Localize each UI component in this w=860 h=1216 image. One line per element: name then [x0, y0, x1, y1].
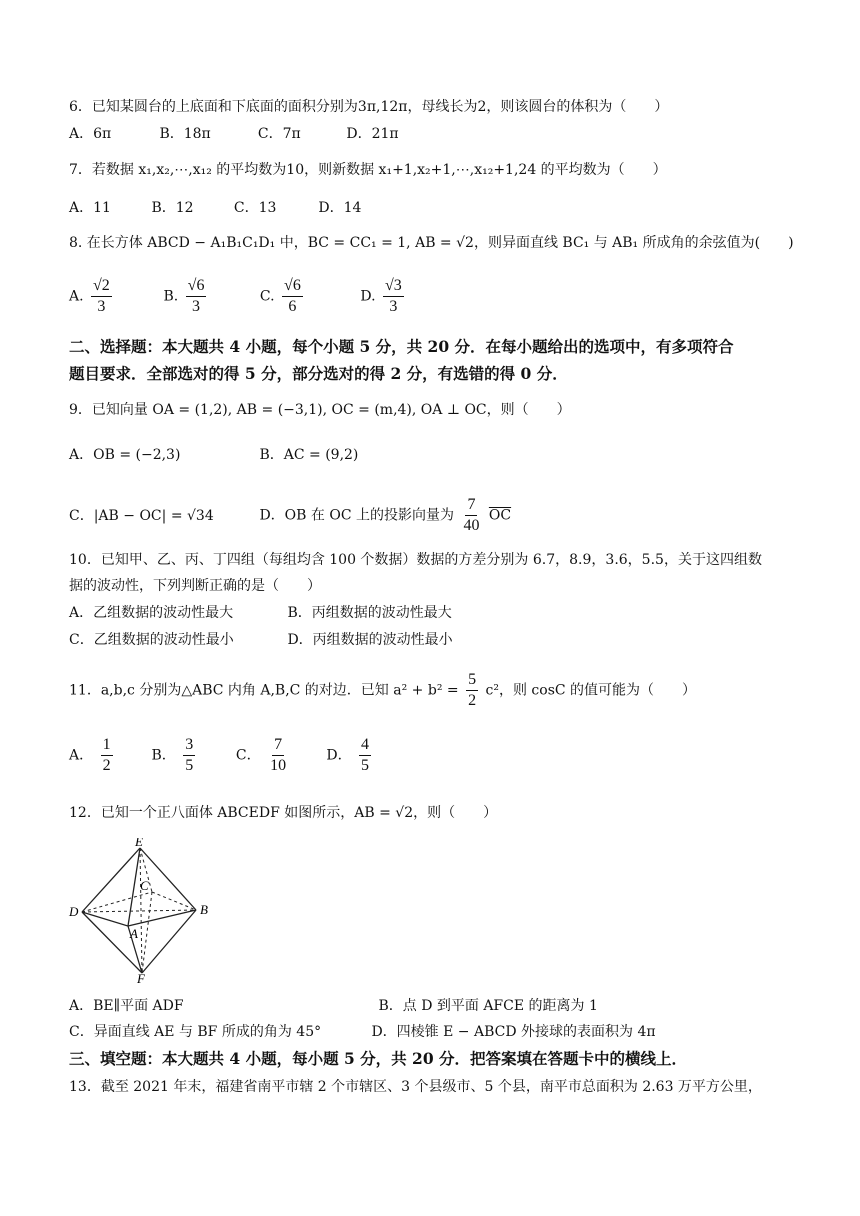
figure-label-c: C	[140, 878, 149, 893]
section-2-heading-line-2: 题目要求．全部选对的得 5 分，部分选对的得 2 分，有选错的得 0 分．	[69, 364, 568, 383]
question-10-options-row-2	[69, 630, 453, 650]
q8-option-c-fraction	[282, 276, 303, 317]
question-9-options-row-1	[69, 445, 358, 465]
q8-option-c-label: C.	[259, 288, 275, 305]
q11-stem-fraction	[466, 670, 478, 711]
q11-d-den: 5	[361, 757, 370, 774]
question-10-stem-line-2: 据的波动性，下列判断正确的是（ ）	[69, 578, 321, 594]
section-2-heading-line-1: 二、选择题：本大题共 4 小题，每个小题 5 分，共 20 分．在每小题给出的选项中，有多项符合	[69, 337, 734, 356]
q11-frac-num: 5	[466, 670, 478, 691]
q12-option-a[interactable]: A．BE∥平面 ADF	[69, 998, 184, 1014]
q12-option-d[interactable]: D．四棱锥 E − ABCD 外接球的表面积为 4π	[371, 1024, 656, 1040]
q11-d-num: 4	[359, 735, 371, 756]
q8-b-den: 3	[192, 298, 201, 315]
section-3-heading: 三、填空题：本大题共 4 小题，每小题 5 分，共 20 分．把答案填在答题卡中的横线上．	[69, 1049, 688, 1068]
q11-option-d-fraction	[359, 735, 371, 776]
q11-option-a-fraction	[101, 735, 113, 776]
q11-b-num: 3	[183, 735, 195, 756]
q8-a-den: 3	[97, 298, 106, 315]
question-8-stem: 8. 在长方体 ABCD − A₁B₁C₁D₁ 中，BC = CC₁ = 1, AB = √2，则异面直线 BC₁ 与 AB₁ 所成角的余弦值为( )	[69, 235, 794, 251]
q11-a-num: 1	[101, 735, 113, 756]
q8-c-den: 6	[288, 298, 297, 315]
q9-d-den: 40	[463, 517, 480, 534]
question-12-stem: 12．已知一个正八面体 ABCEDF 如图所示，AB = √2，则（ ）	[69, 805, 498, 821]
q11-a-den: 2	[102, 757, 111, 774]
question-11-stem	[69, 670, 696, 711]
q8-d-den: 3	[389, 298, 398, 315]
q6-option-b[interactable]: B．18π	[159, 126, 211, 142]
question-9-stem: 9．已知向量 OA = (1,2), AB = (−3,1), OC = (m,4), OA ⊥ OC，则（ ）	[69, 402, 571, 418]
q7-option-a[interactable]: A．11	[69, 200, 111, 216]
q11-c-den: 10	[270, 757, 287, 774]
figure-label-a: A	[130, 926, 138, 941]
q11-stem-post: c²，则 cosC 的值可能为（ ）	[485, 682, 697, 699]
figure-label-d: D	[69, 904, 79, 919]
q9-option-d-fraction	[461, 495, 481, 536]
q8-option-a[interactable]	[69, 276, 159, 317]
octahedron-figure	[66, 838, 216, 983]
question-6-stem: 6．已知某圆台的上底面和下底面的面积分别为3π,12π，母线长为2，则该圆台的体积为（ ）	[69, 99, 669, 115]
question-7-options	[69, 198, 361, 218]
question-13-stem: 13．截至 2021 年末，福建省南平市辖 2 个市辖区、3 个县级市、5 个县，南平市总面积为 2.63 万平方公里，	[69, 1079, 762, 1095]
question-8-options	[69, 276, 407, 317]
q11-c-num: 7	[272, 735, 284, 756]
q8-option-b[interactable]	[163, 276, 255, 317]
q11-frac-den: 2	[468, 692, 477, 709]
question-6-options	[69, 124, 399, 144]
q9-option-d-text: D．OB 在 OC 上的投影向量为	[259, 507, 454, 524]
q11-option-c[interactable]	[236, 735, 322, 776]
question-11-options	[69, 735, 374, 776]
q10-option-b[interactable]: B．丙组数据的波动性最大	[287, 605, 452, 621]
q11-b-den: 5	[185, 757, 194, 774]
question-12-options-row-1	[69, 996, 598, 1016]
q11-option-d[interactable]	[326, 735, 374, 776]
q11-option-c-fraction	[268, 735, 288, 776]
q8-option-d-label: D.	[360, 288, 376, 305]
q8-option-d[interactable]	[360, 276, 406, 317]
q7-option-b[interactable]: B．12	[151, 200, 194, 216]
q10-option-d[interactable]: D．丙组数据的波动性最小	[287, 632, 453, 648]
figure-label-e: E	[135, 838, 143, 849]
q8-option-a-fraction	[91, 276, 112, 317]
q11-option-c-label: C．	[235, 747, 261, 764]
q8-a-num: √2	[91, 276, 112, 297]
q9-option-d[interactable]	[259, 495, 511, 536]
q11-option-d-label: D．	[326, 747, 352, 764]
question-10-options-row-1	[69, 603, 452, 623]
question-7-stem: 7．若数据 x₁,x₂,⋯,x₁₂ 的平均数为10，则新数据 x₁+1,x₂+1,⋯,x₁₂+1,24 的平均数为（ ）	[69, 162, 667, 178]
question-9-options-row-2	[69, 495, 511, 536]
figure-label-f: F	[137, 971, 145, 983]
q7-option-c[interactable]: C．13	[233, 200, 277, 216]
q10-option-c[interactable]: C．乙组数据的波动性最小	[69, 632, 234, 648]
q9-option-b[interactable]: B．AC = (9,2)	[259, 447, 359, 463]
q11-option-b[interactable]	[151, 735, 231, 776]
q9-d-num: 7	[465, 495, 477, 516]
q12-option-c[interactable]: C．异面直线 AE 与 BF 所成的角为 45°	[69, 1024, 322, 1040]
q8-option-b-fraction	[186, 276, 207, 317]
q11-stem-pre: 11．a,b,c 分别为△ABC 内角 A,B,C 的对边．已知 a² + b² =	[69, 682, 459, 699]
q11-option-a[interactable]	[69, 735, 147, 776]
q9-option-d-vector: $\overline{OC}$	[488, 507, 512, 524]
q8-option-b-label: B.	[163, 288, 179, 305]
q8-option-a-label: A.	[69, 288, 84, 305]
question-12-options-row-2	[69, 1022, 656, 1042]
q8-b-num: √6	[186, 276, 207, 297]
q11-option-a-label: A．	[69, 747, 94, 764]
q7-option-d[interactable]: D．14	[318, 200, 362, 216]
figure-label-b: B	[200, 902, 208, 917]
question-10-stem-line-1: 10．已知甲、乙、丙、丁四组（每组均含 100 个数据）数据的方差分别为 6.7，8.9，3.6，5.5，关于这四组数	[69, 552, 762, 568]
q11-option-b-fraction	[183, 735, 195, 776]
q8-option-c[interactable]	[260, 276, 356, 317]
q8-d-num: √3	[383, 276, 404, 297]
q12-option-b[interactable]: B．点 D 到平面 AFCE 的距离为 1	[378, 998, 598, 1014]
q11-option-b-label: B．	[151, 747, 176, 764]
q8-c-num: √6	[282, 276, 303, 297]
q6-option-c[interactable]: C．7π	[257, 126, 301, 142]
q10-option-a[interactable]: A．乙组数据的波动性最大	[69, 605, 234, 621]
q9-option-c[interactable]: C．|AB − OC| = √34	[69, 507, 214, 524]
q8-option-d-fraction	[383, 276, 404, 317]
q9-option-a[interactable]: A．OB = (−2,3)	[69, 447, 181, 463]
q6-option-a[interactable]: A．6π	[69, 126, 112, 142]
q6-option-d[interactable]: D．21π	[346, 126, 399, 142]
